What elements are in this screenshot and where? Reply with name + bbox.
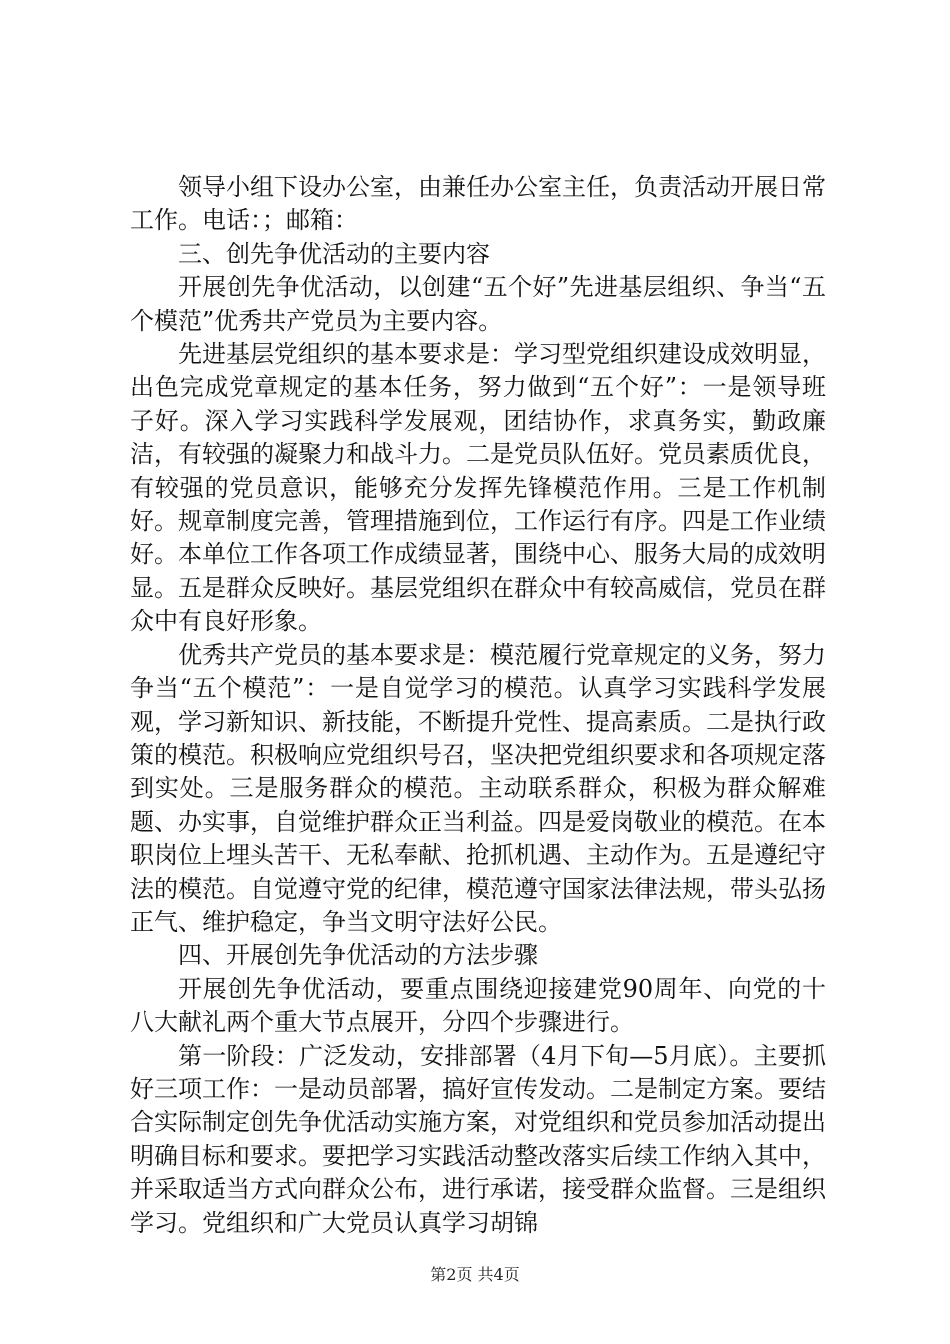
page-footer: 第2页 共4页	[430, 1265, 520, 1284]
paragraph-basic-org-requirements: 先进基层党组织的基本要求是：学习型党组织建设成效明显，出色完成党章规定的基本任务，努力做到“五个好”：一是领导班子好。深入学习实践科学发展观，团结协作，求真务实，勤政廉洁，有较强的凝聚力和战斗力。二是党员队伍好。党员素质优良，有较强的党员意识，能够充分发挥先锋模范作用。三是工作机制好。规章制度完善，管理措施到位，工作运行有序。四是工作业绩好。本单位工作各项工作成绩显著，围绕中心、服务大局的成效明显。五是群众反映好。基层党组织在群众中有较高威信，党员在群众中有良好形象。	[130, 340, 826, 636]
section-heading-methods-steps: 四、开展创先争优活动的方法步骤	[178, 941, 538, 970]
document-body	[130, 171, 826, 1240]
section-heading-main-content: 三、创先争优活动的主要内容	[178, 239, 490, 268]
paragraph-party-member-requirements: 优秀共产党员的基本要求是：模范履行党章规定的义务，努力争当“五个模范”：一是自觉学习的模范。认真学习实践科学发展观，学习新知识、新技能，不断提升党性、提高素质。二是执行政策的模范。积极响应党组织号召，坚决把党组织要求和各项规定落到实处。三是服务群众的模范。主动联系群众，积极为群众解难题、办实事，自觉维护群众正当利益。四是爱岗敬业的模范。在本职岗位上埋头苦干、无私奉献、抢抓机遇、主动作为。五是遵纪守法的模范。自觉遵守党的纪律，模范遵守国家法律法规，带头弘扬正气、维护稳定，争当文明守法好公民。	[130, 640, 826, 936]
paragraph-office-setup: 领导小组下设办公室，由兼任办公室主任，负责活动开展日常工作。电话：；邮箱：	[130, 173, 826, 235]
paragraph-main-content: 开展创先争优活动，以创建“五个好”先进基层组织、争当“五个模范”优秀共产党员为主要内容。	[130, 273, 826, 335]
paragraph-stage-one: 第一阶段：广泛发动，安排部署（4月下旬—5月底）。主要抓好三项工作：一是动员部署，搞好宣传发动。二是制定方案。要结合实际制定创先争优活动实施方案，对党组织和党员参加活动提出明确目标和要求。要把学习实践活动整改落实后续工作纳入其中，并采取适当方式向群众公布，进行承诺，接受群众监督。三是组织学习。党组织和广大党员认真学习胡锦	[130, 1041, 826, 1237]
paragraph-four-steps: 开展创先争优活动，要重点围绕迎接建党90周年、向党的十八大献礼两个重大节点展开，分四个步骤进行。	[130, 974, 826, 1037]
